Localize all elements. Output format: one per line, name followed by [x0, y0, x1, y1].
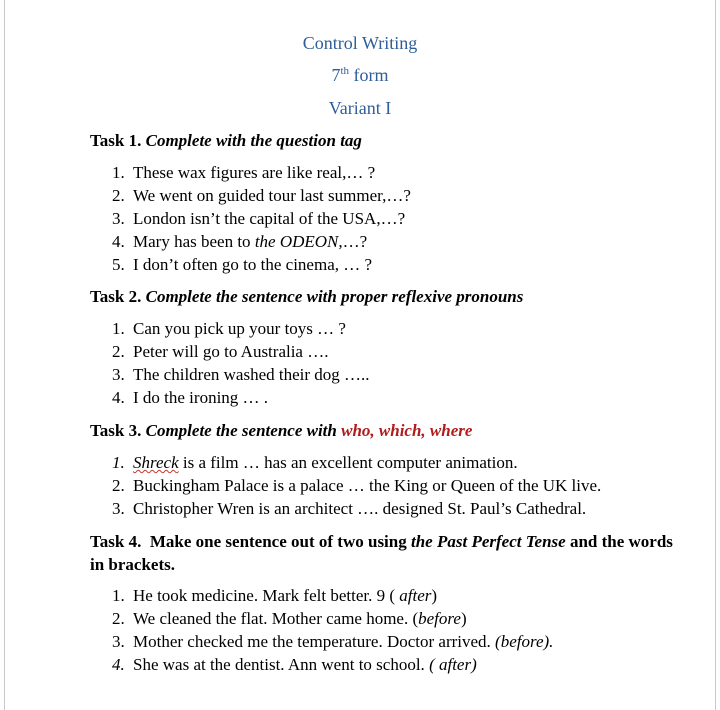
item-text: London isn’t the capital of the USA,…? — [133, 209, 406, 228]
form-word: form — [349, 65, 389, 85]
task-1-list — [112, 161, 411, 276]
task-3-heading — [90, 419, 680, 442]
list-item — [112, 161, 411, 184]
list-item — [112, 386, 370, 409]
item-number: 4. — [112, 232, 125, 251]
item-text: I do the ironing … . — [133, 388, 269, 407]
list-item — [112, 317, 370, 340]
item-text: Can you pick up your toys … ? — [133, 319, 346, 338]
task-2-instruction: Complete the sentence with proper reflexive pronouns — [145, 287, 524, 306]
list-item — [112, 630, 553, 653]
list-item — [112, 474, 601, 497]
item-text: We cleaned the flat. Mother came home. ( — [133, 609, 419, 628]
list-item — [112, 340, 370, 363]
item-number: 2. — [112, 186, 125, 205]
task-1-label: Task 1. — [90, 131, 142, 150]
item-number: 4. — [112, 655, 125, 674]
item-italic-text: before — [418, 609, 461, 628]
item-text: Mother checked me the temperature. Doctor arrived. — [133, 632, 496, 651]
variant-line: Variant I — [328, 98, 392, 118]
task-2-heading — [90, 285, 680, 308]
item-italic-text: Shreck — [133, 453, 179, 472]
item-number: 3. — [112, 209, 125, 228]
item-number: 3. — [112, 632, 125, 651]
list-item — [112, 230, 411, 253]
item-text-end: ) — [431, 586, 438, 605]
list-item — [112, 363, 370, 386]
item-text: I don’t often go to the cinema, … ? — [133, 255, 373, 274]
task-4-instruction-end: and the words in brackets. — [90, 532, 673, 574]
item-text: These wax figures are like real,… ? — [133, 163, 376, 182]
item-number: 4. — [112, 388, 125, 407]
item-italic-text: the ODEON, — [254, 232, 343, 251]
item-italic-text: after — [399, 586, 432, 605]
item-text: He took medicine. Mark felt better. 9 ( — [133, 586, 400, 605]
task-2-list — [112, 317, 370, 409]
item-text: We went on guided tour last summer,…? — [133, 186, 411, 205]
item-number: 3. — [112, 365, 125, 384]
item-text: She was at the dentist. Ann went to school. — [133, 655, 430, 674]
list-item — [112, 207, 411, 230]
task-1-heading — [90, 129, 680, 152]
document-page — [4, 0, 716, 710]
item-number: 3. — [112, 499, 125, 518]
list-item — [112, 607, 553, 630]
item-text-end: …? — [342, 232, 368, 251]
form-line — [5, 65, 715, 86]
task-4-instruction-tense: the Past Perfect Tense — [411, 532, 566, 551]
task-4-label: Task 4. — [90, 532, 142, 551]
form-ordinal-suffix: th — [340, 65, 350, 77]
list-item — [112, 253, 411, 276]
task-3-highlight-words: who, which, where — [341, 421, 473, 440]
task-4-instruction: Make one sentence out of two using — [149, 532, 411, 551]
item-number: 1. — [112, 319, 125, 338]
item-text-end: ) — [460, 609, 467, 628]
item-italic-text: ( after) — [429, 655, 477, 674]
task-1-instruction: Complete with the question tag — [145, 131, 362, 150]
list-item — [112, 497, 601, 520]
item-number: 2. — [112, 609, 125, 628]
item-text: is a film … has an excellent computer animation. — [178, 453, 518, 472]
form-number: 7 — [331, 65, 341, 85]
item-italic-text: (before). — [495, 632, 554, 651]
task-3-label: Task 3. — [90, 421, 142, 440]
task-3-list — [112, 451, 601, 520]
item-number: 2. — [112, 342, 125, 361]
document-title: Control Writing — [302, 33, 418, 53]
list-item — [112, 653, 553, 676]
task-4-list — [112, 584, 553, 676]
list-item — [112, 584, 553, 607]
task-4-heading — [90, 530, 680, 576]
item-number: 5. — [112, 255, 125, 274]
item-text: Buckingham Palace is a palace … the King or Queen of the UK live. — [133, 476, 602, 495]
item-number: 1. — [112, 586, 125, 605]
item-text: The children washed their dog ….. — [133, 365, 370, 384]
task-3-instruction: Complete the sentence with — [145, 421, 342, 440]
item-number: 1. — [112, 453, 125, 472]
item-number: 1. — [112, 163, 125, 182]
task-2-label: Task 2. — [90, 287, 142, 306]
item-text: Mary has been to — [133, 232, 255, 251]
item-text: Peter will go to Australia …. — [133, 342, 329, 361]
item-number: 2. — [112, 476, 125, 495]
list-item — [112, 451, 601, 474]
item-text: Christopher Wren is an architect …. designed St. Paul’s Cathedral. — [133, 499, 587, 518]
list-item — [112, 184, 411, 207]
